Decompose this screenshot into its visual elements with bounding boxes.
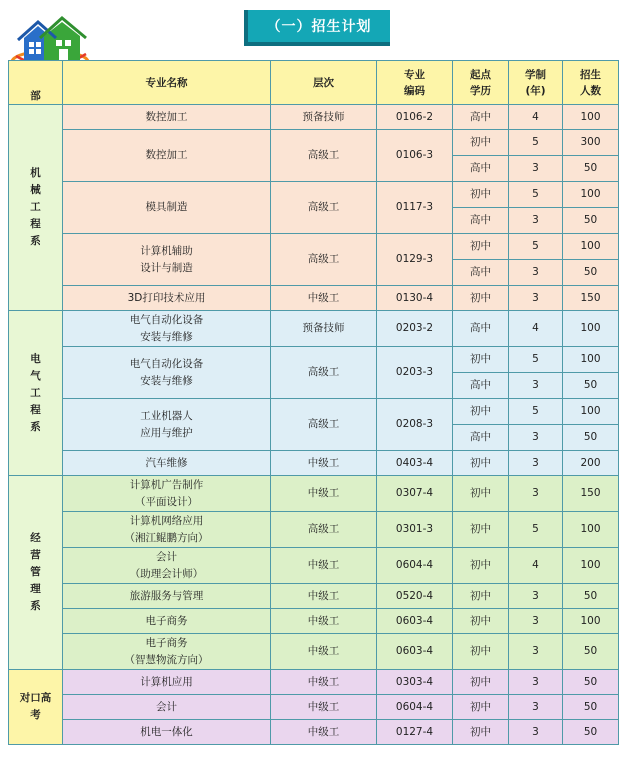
years-cell: 3 [509,451,563,476]
count-cell: 100 [563,311,619,347]
count-cell: 50 [563,156,619,182]
years-cell: 3 [509,286,563,311]
dept-name: 对口高考 [19,692,52,721]
section-title [244,10,390,46]
start-cell: 高中 [453,208,509,234]
major-name-cell [63,451,271,476]
count-cell: 50 [563,670,619,695]
count-cell: 100 [563,347,619,373]
start-cell: 初中 [453,347,509,373]
level-cell: 高级工 [271,347,377,399]
major-name-line: 机电一体化 [140,725,193,738]
level-cell: 预备技师 [271,311,377,347]
major-name-cell [63,584,271,609]
header-level: 层次 [271,61,377,105]
start-cell: 初中 [453,130,509,156]
level-cell: 中级工 [271,548,377,584]
major-name-line: 计算机应用 [140,675,193,688]
table-row [9,695,619,720]
header-count: 招生 人数 [563,61,619,105]
major-name-line: （智慧物流方向） [124,653,209,666]
header-start: 起点 学历 [453,61,509,105]
count-cell: 100 [563,609,619,634]
level-cell: 高级工 [271,182,377,234]
dept-name: 机械工程系 [30,167,41,247]
table-row [9,634,619,670]
count-cell: 100 [563,182,619,208]
major-name-cell [63,105,271,130]
section-title-text: （一）招生计划 [248,10,390,42]
start-cell: 高中 [453,311,509,347]
major-name-cell [63,286,271,311]
major-name-line: 汽车维修 [145,456,188,469]
major-name-line: 会计 [156,550,177,563]
table-row [9,105,619,130]
major-name-line: 计算机辅助 [140,244,193,257]
major-name-line: 设计与制造 [140,261,193,274]
major-name-cell [63,399,271,451]
code-cell: 0303-4 [377,670,453,695]
level-cell: 高级工 [271,512,377,548]
start-cell: 初中 [453,286,509,311]
major-name-cell [63,548,271,584]
major-name-line: 3D打印技术应用 [127,291,206,304]
dept-name: 经营管理系 [30,532,41,612]
code-cell: 0603-4 [377,634,453,670]
start-cell: 初中 [453,234,509,260]
dept-cell [9,105,63,311]
start-cell: 初中 [453,399,509,425]
code-cell: 0203-3 [377,347,453,399]
start-cell: 高中 [453,156,509,182]
years-cell: 3 [509,476,563,512]
count-cell: 100 [563,548,619,584]
start-cell: 初中 [453,182,509,208]
start-cell: 初中 [453,670,509,695]
years-cell: 3 [509,425,563,451]
years-cell: 3 [509,634,563,670]
level-cell: 中级工 [271,634,377,670]
start-cell: 初中 [453,451,509,476]
table-row [9,476,619,512]
start-cell: 高中 [453,105,509,130]
major-name-line: 电气自动化设备 [129,357,204,370]
start-cell: 初中 [453,548,509,584]
start-cell: 初中 [453,512,509,548]
count-cell: 100 [563,512,619,548]
code-cell: 0117-3 [377,182,453,234]
table-header-row [9,61,619,105]
years-cell: 3 [509,156,563,182]
code-cell: 0604-4 [377,695,453,720]
code-cell: 0301-3 [377,512,453,548]
count-cell: 50 [563,208,619,234]
code-cell: 0603-4 [377,609,453,634]
years-cell: 3 [509,584,563,609]
code-cell: 0307-4 [377,476,453,512]
major-name-line: 会计 [156,700,177,713]
level-cell: 中级工 [271,451,377,476]
years-cell: 4 [509,548,563,584]
major-name-cell [63,347,271,399]
count-cell: 50 [563,425,619,451]
major-name-line: 计算机网络应用 [129,514,204,527]
count-cell: 100 [563,399,619,425]
start-cell: 初中 [453,609,509,634]
count-cell: 50 [563,695,619,720]
major-name-line: 数控加工 [145,149,188,161]
years-cell: 5 [509,512,563,548]
years-cell: 3 [509,260,563,286]
dept-name: 电气工程系 [30,352,41,433]
table-row [9,182,619,208]
table-row [9,512,619,548]
level-cell: 预备技师 [271,105,377,130]
table-row [9,234,619,260]
major-name-line: 安装与维修 [140,374,193,387]
start-cell: 高中 [453,260,509,286]
years-cell: 5 [509,347,563,373]
major-name-cell [63,476,271,512]
dept-cell [9,670,63,745]
level-cell: 中级工 [271,670,377,695]
start-cell: 初中 [453,584,509,609]
major-name-line: 模具制造 [145,201,188,213]
level-cell: 高级工 [271,234,377,286]
code-cell: 0520-4 [377,584,453,609]
major-name-line: 计算机广告制作 [129,478,204,491]
start-cell: 初中 [453,634,509,670]
dept-cell [9,476,63,670]
major-name-line: （平面设计） [135,495,198,508]
code-cell: 0604-4 [377,548,453,584]
level-cell: 中级工 [271,286,377,311]
code-cell: 0106-2 [377,105,453,130]
years-cell: 3 [509,373,563,399]
table-row [9,130,619,156]
years-cell: 5 [509,182,563,208]
years-cell: 4 [509,105,563,130]
start-cell: 高中 [453,373,509,399]
major-name-cell [63,695,271,720]
code-cell: 0106-3 [377,130,453,182]
count-cell: 300 [563,130,619,156]
years-cell: 3 [509,670,563,695]
major-name-cell [63,512,271,548]
enrollment-plan-table [8,60,619,745]
header-years: 学制 (年) [509,61,563,105]
count-cell: 50 [563,260,619,286]
table-row [9,670,619,695]
major-name-cell [63,670,271,695]
major-name-line: 电子商务 [145,614,188,627]
major-name-cell [63,234,271,286]
code-cell: 0129-3 [377,234,453,286]
code-cell: 0130-4 [377,286,453,311]
years-cell: 5 [509,234,563,260]
code-cell: 0127-4 [377,720,453,745]
major-name-line: （湘江鲲鹏方向） [124,531,209,544]
code-cell: 0208-3 [377,399,453,451]
major-name-line: （助理会计师） [129,567,204,580]
major-name-line: 数控加工 [145,110,188,123]
major-name-line: 应用与维护 [140,426,193,439]
count-cell: 150 [563,476,619,512]
major-name-line: 旅游服务与管理 [129,589,204,602]
start-cell: 初中 [453,476,509,512]
dept-cell [9,311,63,476]
major-name-line: 电子商务 [145,636,188,649]
level-cell: 中级工 [271,476,377,512]
count-cell: 150 [563,286,619,311]
level-cell: 中级工 [271,584,377,609]
count-cell: 50 [563,584,619,609]
major-name-cell [63,311,271,347]
start-cell: 高中 [453,425,509,451]
code-cell: 0403-4 [377,451,453,476]
level-cell: 高级工 [271,130,377,182]
level-cell: 中级工 [271,695,377,720]
table-row [9,451,619,476]
count-cell: 50 [563,634,619,670]
start-cell: 初中 [453,695,509,720]
years-cell: 3 [509,695,563,720]
table-row [9,609,619,634]
table-row [9,311,619,347]
header-dept: 部 [9,61,63,105]
start-cell: 初中 [453,720,509,745]
header-code: 专业 编码 [377,61,453,105]
major-name-cell [63,720,271,745]
years-cell: 4 [509,311,563,347]
table-row [9,347,619,373]
level-cell: 中级工 [271,720,377,745]
table-row [9,584,619,609]
major-name-cell [63,609,271,634]
major-name-cell [63,182,271,234]
major-name-line: 安装与维修 [140,330,193,343]
major-name-cell [63,130,271,182]
count-cell: 200 [563,451,619,476]
level-cell: 中级工 [271,609,377,634]
count-cell: 50 [563,373,619,399]
years-cell: 3 [509,208,563,234]
major-name-cell [63,634,271,670]
table-row [9,720,619,745]
count-cell: 100 [563,105,619,130]
count-cell: 50 [563,720,619,745]
years-cell: 5 [509,399,563,425]
years-cell: 5 [509,130,563,156]
years-cell: 3 [509,609,563,634]
code-cell: 0203-2 [377,311,453,347]
count-cell: 100 [563,234,619,260]
table-row [9,399,619,425]
table-row [9,286,619,311]
major-name-line: 电气自动化设备 [129,313,204,326]
table-row [9,548,619,584]
header-name: 专业名称 [63,61,271,105]
major-name-line: 工业机器人 [140,409,193,422]
years-cell: 3 [509,720,563,745]
level-cell: 高级工 [271,399,377,451]
